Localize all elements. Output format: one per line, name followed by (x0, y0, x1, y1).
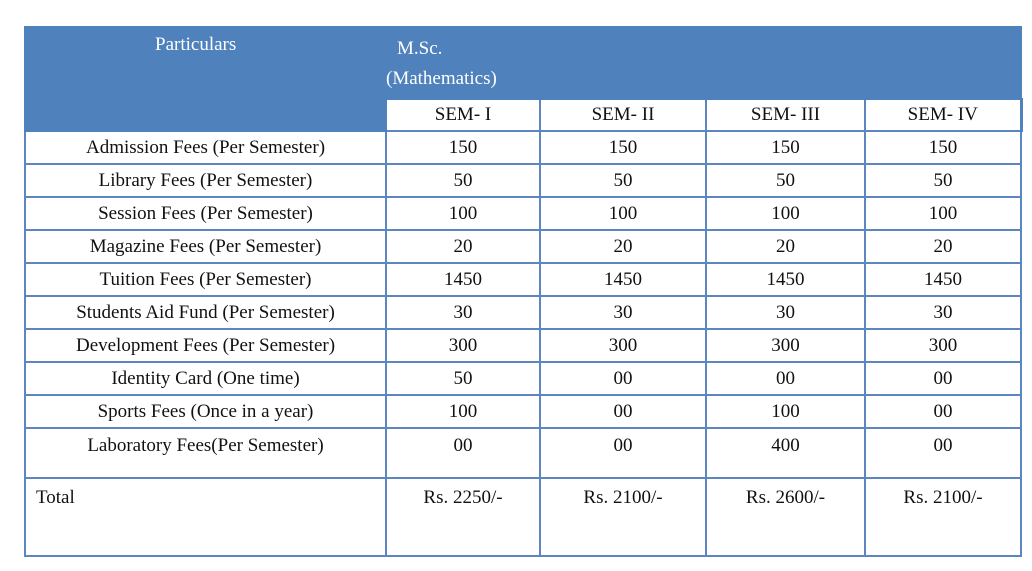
total-value: Rs. 2250/- (386, 478, 540, 556)
table-row (25, 428, 1021, 478)
fee-value: 20 (706, 230, 865, 263)
fee-value: 00 (865, 362, 1021, 395)
fee-value: 150 (706, 131, 865, 164)
table-row (25, 296, 1021, 329)
fee-value: 100 (540, 197, 706, 230)
total-value: Rs. 2100/- (865, 478, 1021, 556)
fee-value: 20 (386, 230, 540, 263)
table-row (25, 197, 1021, 230)
fee-label: Sports Fees (Once in a year) (25, 395, 386, 428)
total-row (25, 478, 1021, 556)
fee-value: 50 (540, 164, 706, 197)
fee-label: Admission Fees (Per Semester) (25, 131, 386, 164)
table-row (25, 230, 1021, 263)
fee-value: 100 (865, 197, 1021, 230)
fee-value: 00 (706, 362, 865, 395)
semester-header: SEM- III (706, 99, 865, 131)
fee-value: 1450 (706, 263, 865, 296)
fee-value: 300 (386, 329, 540, 362)
total-label: Total (25, 478, 386, 556)
fee-value: 100 (386, 197, 540, 230)
table-row (25, 362, 1021, 395)
course-name: M.Sc. (397, 38, 443, 59)
fee-value: 50 (386, 164, 540, 197)
fee-value: 00 (540, 428, 706, 478)
fee-table (24, 26, 1023, 557)
fee-label: Session Fees (Per Semester) (25, 197, 386, 230)
total-value: Rs. 2100/- (540, 478, 706, 556)
particulars-header: Particulars (25, 27, 386, 131)
table-row (25, 263, 1021, 296)
fee-value: 300 (865, 329, 1021, 362)
fee-value: 30 (706, 296, 865, 329)
fee-value: 00 (540, 362, 706, 395)
fee-value: 1450 (540, 263, 706, 296)
fee-value: 100 (706, 395, 865, 428)
fee-structure (24, 26, 1023, 557)
fee-value: 00 (865, 428, 1021, 478)
course-subject: (Mathematics) (386, 68, 497, 89)
fee-value: 150 (540, 131, 706, 164)
fee-value: 100 (706, 197, 865, 230)
total-value: Rs. 2600/- (706, 478, 865, 556)
fee-value: 00 (386, 428, 540, 478)
fee-value: 20 (540, 230, 706, 263)
fee-value: 300 (540, 329, 706, 362)
table-row (25, 164, 1021, 197)
semester-header: SEM- I (386, 99, 540, 131)
fee-value: 100 (386, 395, 540, 428)
fee-value: 00 (540, 395, 706, 428)
table-row (25, 395, 1021, 428)
fee-value: 1450 (386, 263, 540, 296)
fee-value: 400 (706, 428, 865, 478)
fee-value: 50 (865, 164, 1021, 197)
fee-label: Identity Card (One time) (25, 362, 386, 395)
semester-header: SEM- II (540, 99, 706, 131)
fee-label: Development Fees (Per Semester) (25, 329, 386, 362)
fee-value: 300 (706, 329, 865, 362)
fee-value: 30 (386, 296, 540, 329)
fee-label: Students Aid Fund (Per Semester) (25, 296, 386, 329)
fee-value: 50 (706, 164, 865, 197)
fee-label: Laboratory Fees(Per Semester) (25, 428, 386, 478)
table-row (25, 131, 1021, 164)
table-header-row (25, 27, 1021, 99)
table-row (25, 329, 1021, 362)
fee-value: 30 (540, 296, 706, 329)
fee-label: Tuition Fees (Per Semester) (25, 263, 386, 296)
fee-value: 50 (386, 362, 540, 395)
fee-value: 150 (865, 131, 1021, 164)
fee-value: 00 (865, 395, 1021, 428)
semester-header: SEM- IV (865, 99, 1021, 131)
fee-value: 20 (865, 230, 1021, 263)
fee-label: Library Fees (Per Semester) (25, 164, 386, 197)
fee-value: 30 (865, 296, 1021, 329)
course-header (386, 27, 1021, 99)
fee-value: 1450 (865, 263, 1021, 296)
fee-value: 150 (386, 131, 540, 164)
fee-label: Magazine Fees (Per Semester) (25, 230, 386, 263)
